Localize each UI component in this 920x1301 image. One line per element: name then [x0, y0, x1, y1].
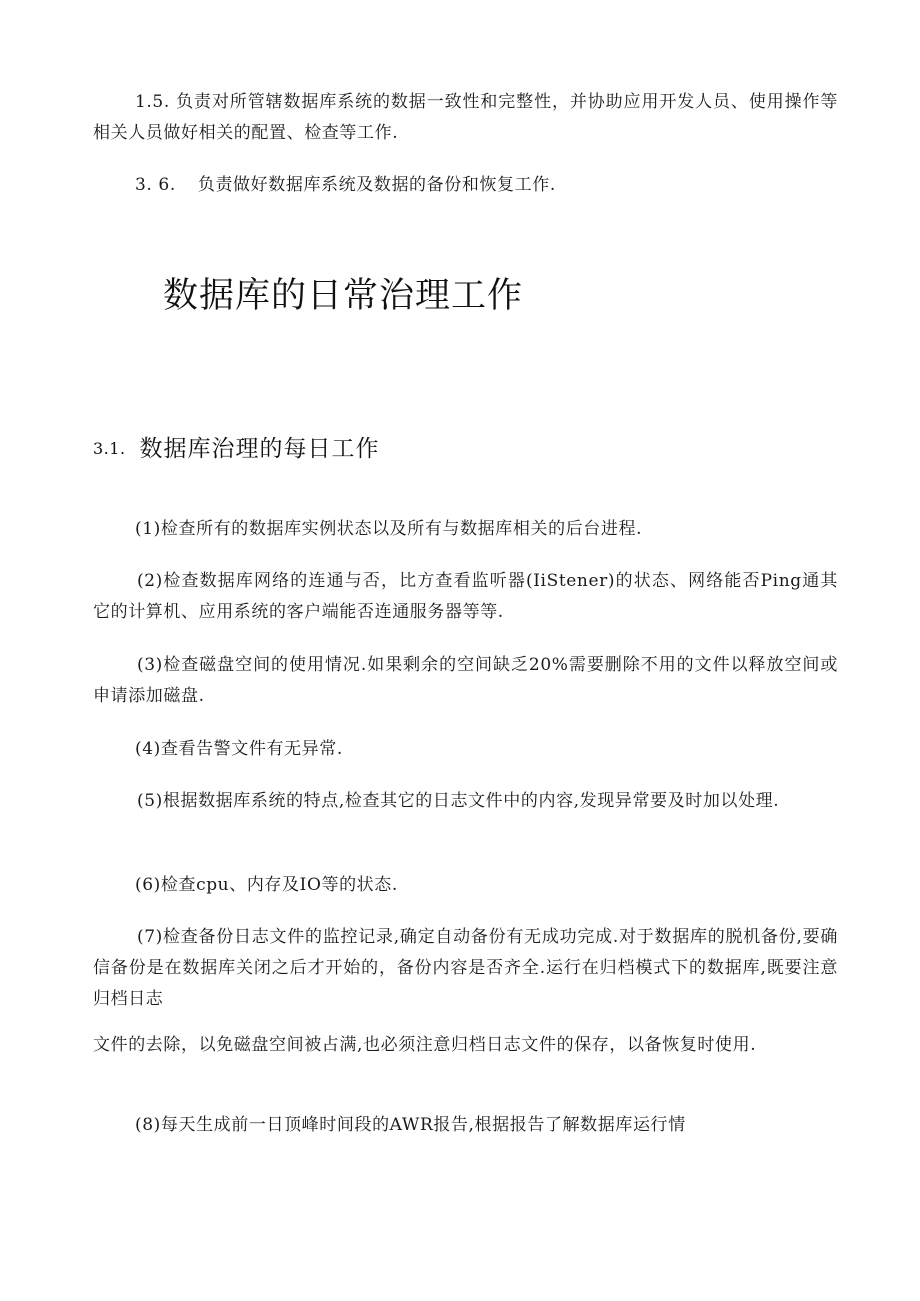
chapter-title: 数据库的日常治理工作	[163, 276, 524, 316]
section-number: 3.1.	[93, 439, 126, 458]
task-4: (4)查看告警文件有无异常.	[135, 739, 343, 759]
task-1: (1)检查所有的数据库实例状态以及所有与数据库相关的后台进程.	[135, 519, 643, 539]
task-6: (6)检查cpu、内存及IO等的状态.	[135, 875, 398, 895]
item-3-6	[93, 170, 838, 201]
item-3-6-text: 负责做好数据库系统及数据的备份和恢复工作.	[197, 175, 556, 195]
item-1-5	[93, 87, 838, 149]
task-7-continued: 文件的去除，以免磁盘空间被占满,也必须注意归档日志文件的保存，以备恢复时使用.	[93, 1035, 757, 1055]
item-3-6-number: 3. 6.	[135, 175, 176, 195]
task-3: (3)检查磁盘空间的使用情况.如果剩余的空间缺乏20%需要删除不用的文件以释放空间或申请添加磁盘.	[93, 655, 838, 706]
task-5: (5)根据数据库系统的特点,检查其它的日志文件中的内容,发现异常要及时加以处理.	[137, 791, 780, 811]
task-2: (2)检查数据库网络的连通与否，比方查看监听器(IiStener)的状态、网络能否Ping通其它的计算机、应用系统的客户端能否连通服务器等等.	[93, 571, 838, 622]
item-1-5-number: 1.5.	[135, 92, 170, 112]
task-7: (7)检查备份日志文件的监控记录,确定自动备份有无成功完成.对于数据库的脱机备份,要确信备份是在数据库关闭之后才开始的，备份内容是否齐全.运行在归档模式下的数据库,既要注意归档日志	[93, 927, 838, 1009]
task-8: (8)每天生成前一日顶峰时间段的AWR报告,根据报告了解数据库运行情	[135, 1115, 686, 1135]
section-heading	[93, 430, 380, 463]
item-1-5-text: 负责对所管辖数据库系统的数据一致性和完整性，并协助应用开发人员、使用操作等相关人员做好相关的配置、检查等工作.	[93, 92, 838, 143]
section-title: 数据库治理的每日工作	[139, 436, 380, 462]
